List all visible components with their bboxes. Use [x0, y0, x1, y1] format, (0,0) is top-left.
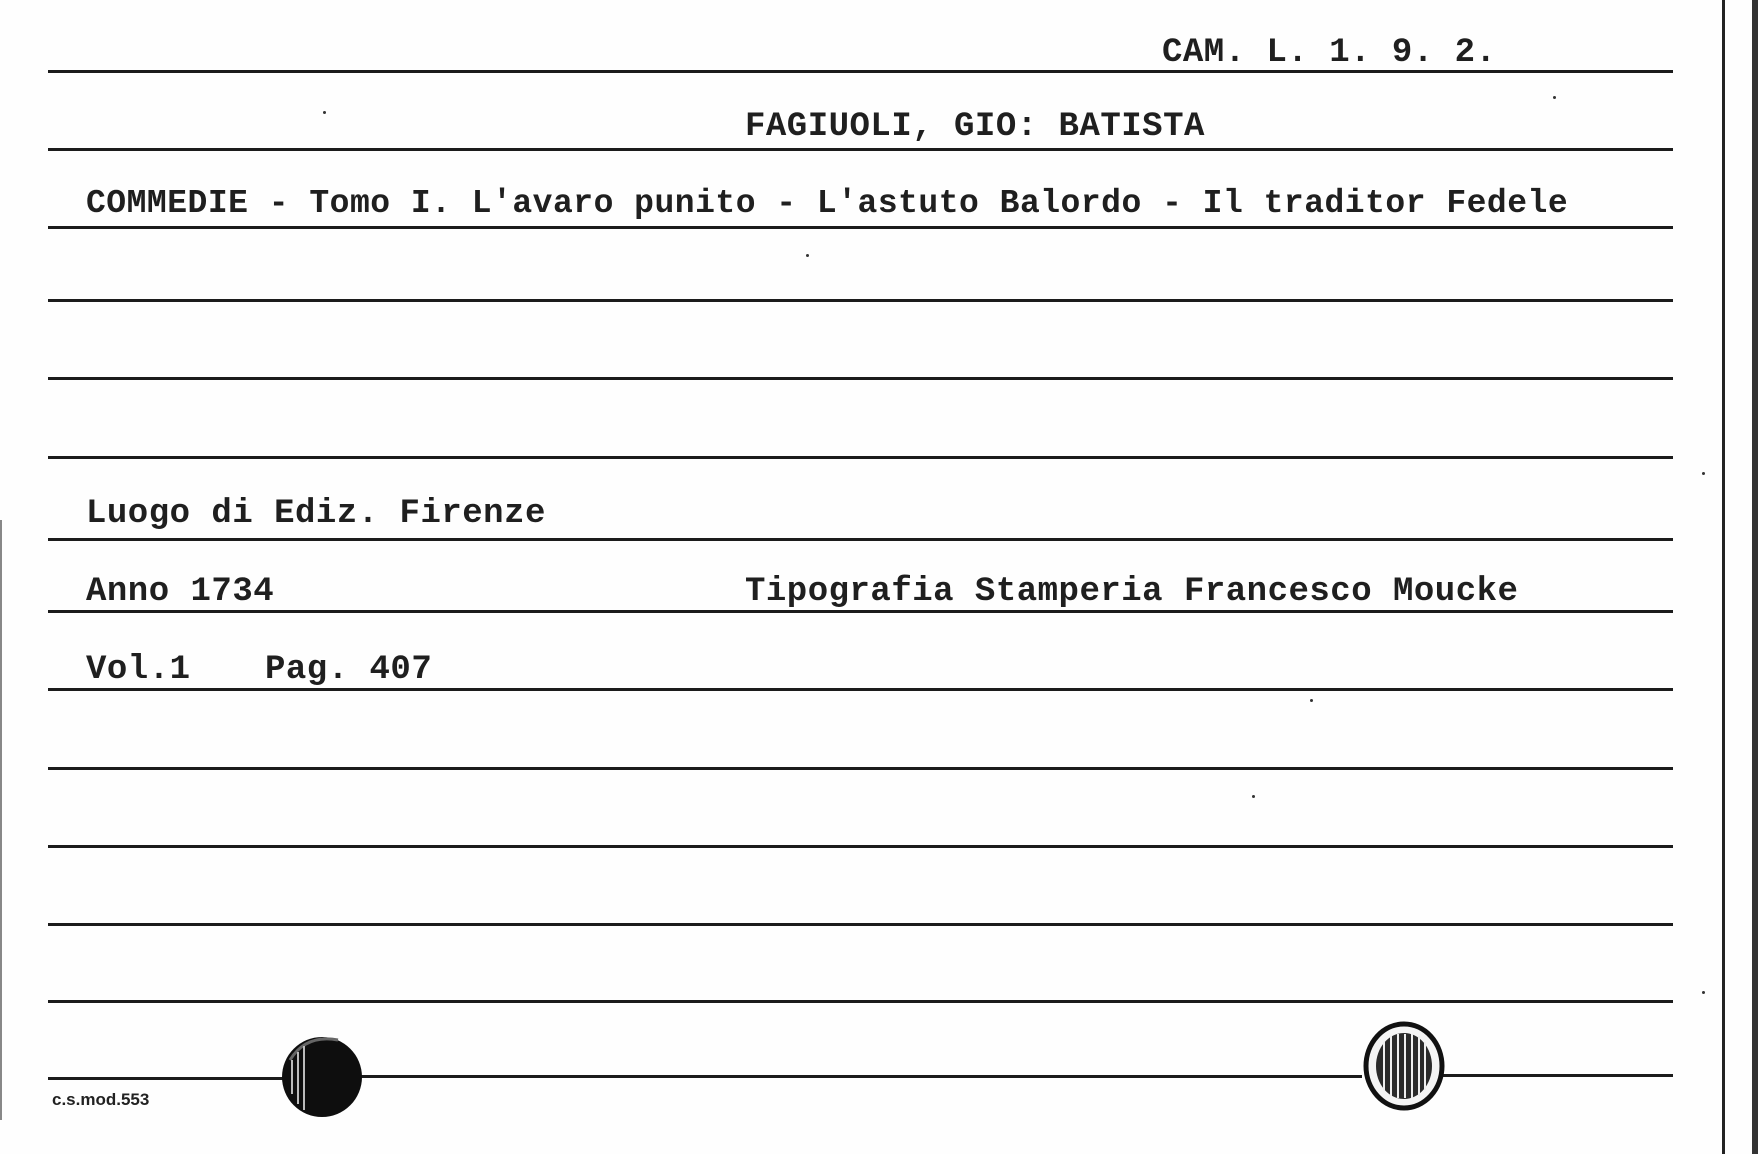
- rule-line: [48, 299, 1673, 302]
- rule-line: [48, 767, 1673, 770]
- paper-speck: [1252, 795, 1255, 798]
- paper-speck: [1310, 699, 1313, 702]
- call-number: CAM. L. 1. 9. 2.: [1162, 34, 1497, 72]
- paper-speck: [1553, 96, 1556, 99]
- title-line: COMMEDIE - Tomo I. L'avaro punito - L'astuto Balordo - Il traditor Fedele: [86, 185, 1569, 222]
- punch-hole-left: [276, 1030, 368, 1122]
- rule-line: [48, 1000, 1673, 1003]
- card-right-edge-shadow: [1752, 0, 1758, 1154]
- paper-speck: [1702, 472, 1705, 475]
- rule-line: [48, 845, 1673, 848]
- rule-line: [48, 148, 1673, 151]
- paper-speck: [323, 111, 326, 114]
- rule-line: [48, 923, 1673, 926]
- rule-line-bottom-mid: [360, 1075, 1362, 1078]
- rule-line: [48, 456, 1673, 459]
- rule-line: [48, 226, 1673, 229]
- rule-line-bottom-right: [1442, 1074, 1673, 1077]
- rule-line-bottom-left: [48, 1077, 286, 1080]
- year-of-publication: Anno 1734: [86, 573, 275, 611]
- rule-line: [48, 538, 1673, 541]
- author-heading: FAGIUOLI, GIO: BATISTA: [745, 108, 1205, 146]
- rule-line: [48, 377, 1673, 380]
- page-count: Pag. 407: [265, 651, 433, 689]
- place-of-edition: Luogo di Ediz. Firenze: [86, 495, 546, 533]
- punch-hole-right: [1358, 1016, 1450, 1116]
- card-right-edge: [1722, 0, 1725, 1154]
- paper-speck: [1702, 991, 1705, 994]
- form-code: c.s.mod.553: [52, 1090, 150, 1109]
- card-left-edge: [0, 520, 2, 1120]
- paper-speck: [806, 254, 809, 257]
- volume-number: Vol.1: [86, 651, 191, 689]
- printer-name: Tipografia Stamperia Francesco Moucke: [745, 573, 1519, 611]
